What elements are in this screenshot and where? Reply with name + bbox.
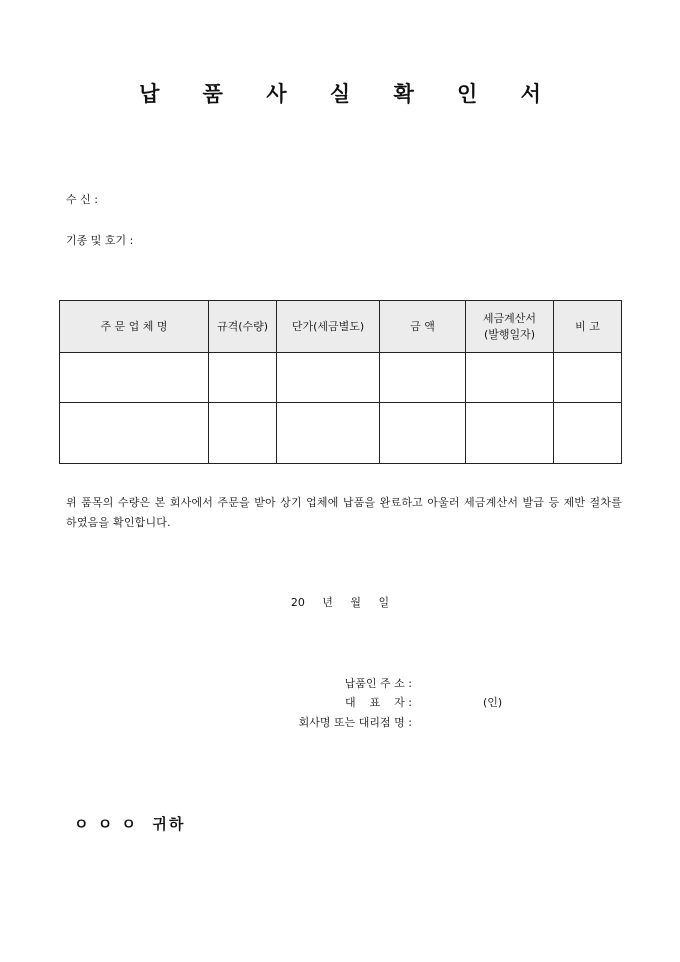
header-company-name: 주 문 업 체 명 <box>60 301 209 353</box>
date-line: 20 년 월 일 <box>290 596 390 609</box>
table-cell[interactable] <box>60 403 209 464</box>
document-title: 납 품 사 실 확 인 서 <box>139 81 559 106</box>
table-cell[interactable] <box>277 353 380 403</box>
table-cell[interactable] <box>466 353 554 403</box>
table-cell[interactable] <box>380 403 466 464</box>
table-header-row <box>60 301 622 353</box>
header-amount: 금 액 <box>380 301 466 353</box>
table-cell[interactable] <box>380 353 466 403</box>
table-cell[interactable] <box>209 353 277 403</box>
table-row <box>60 403 622 464</box>
header-remarks: 비 고 <box>554 301 622 353</box>
company-name-label: 회사명 또는 대리점 명 : <box>298 716 412 729</box>
confirmation-statement: 위 품목의 수량은 본 회사에서 주문을 받아 상기 업체에 납품을 완료하고 아울러 세금계산서 발급 등 제반 절차를 하였음을 확인합니다. <box>66 496 622 529</box>
header-spec-qty: 규격(수량) <box>209 301 277 353</box>
table-cell[interactable] <box>209 403 277 464</box>
header-unit-price: 단가(세금별도) <box>277 301 380 353</box>
table-cell[interactable] <box>277 403 380 464</box>
supplier-address-label: 납품인 주 소 : <box>344 677 412 690</box>
table-cell[interactable] <box>554 353 622 403</box>
model-label: 기종 및 호기 : <box>66 234 134 247</box>
seal-mark: (인) <box>483 696 503 709</box>
addressee: ㅇ ㅇ ㅇ 귀하 <box>74 815 186 833</box>
representative-label: 대 표 자 : <box>344 696 412 709</box>
table-row <box>60 353 622 403</box>
recipient-label: 수 신 : <box>66 193 98 206</box>
table-cell[interactable] <box>466 403 554 464</box>
header-tax-invoice: 세금계산서 (발행일자) <box>466 301 554 353</box>
table-cell[interactable] <box>554 403 622 464</box>
table-cell[interactable] <box>60 353 209 403</box>
delivery-table <box>59 300 622 464</box>
